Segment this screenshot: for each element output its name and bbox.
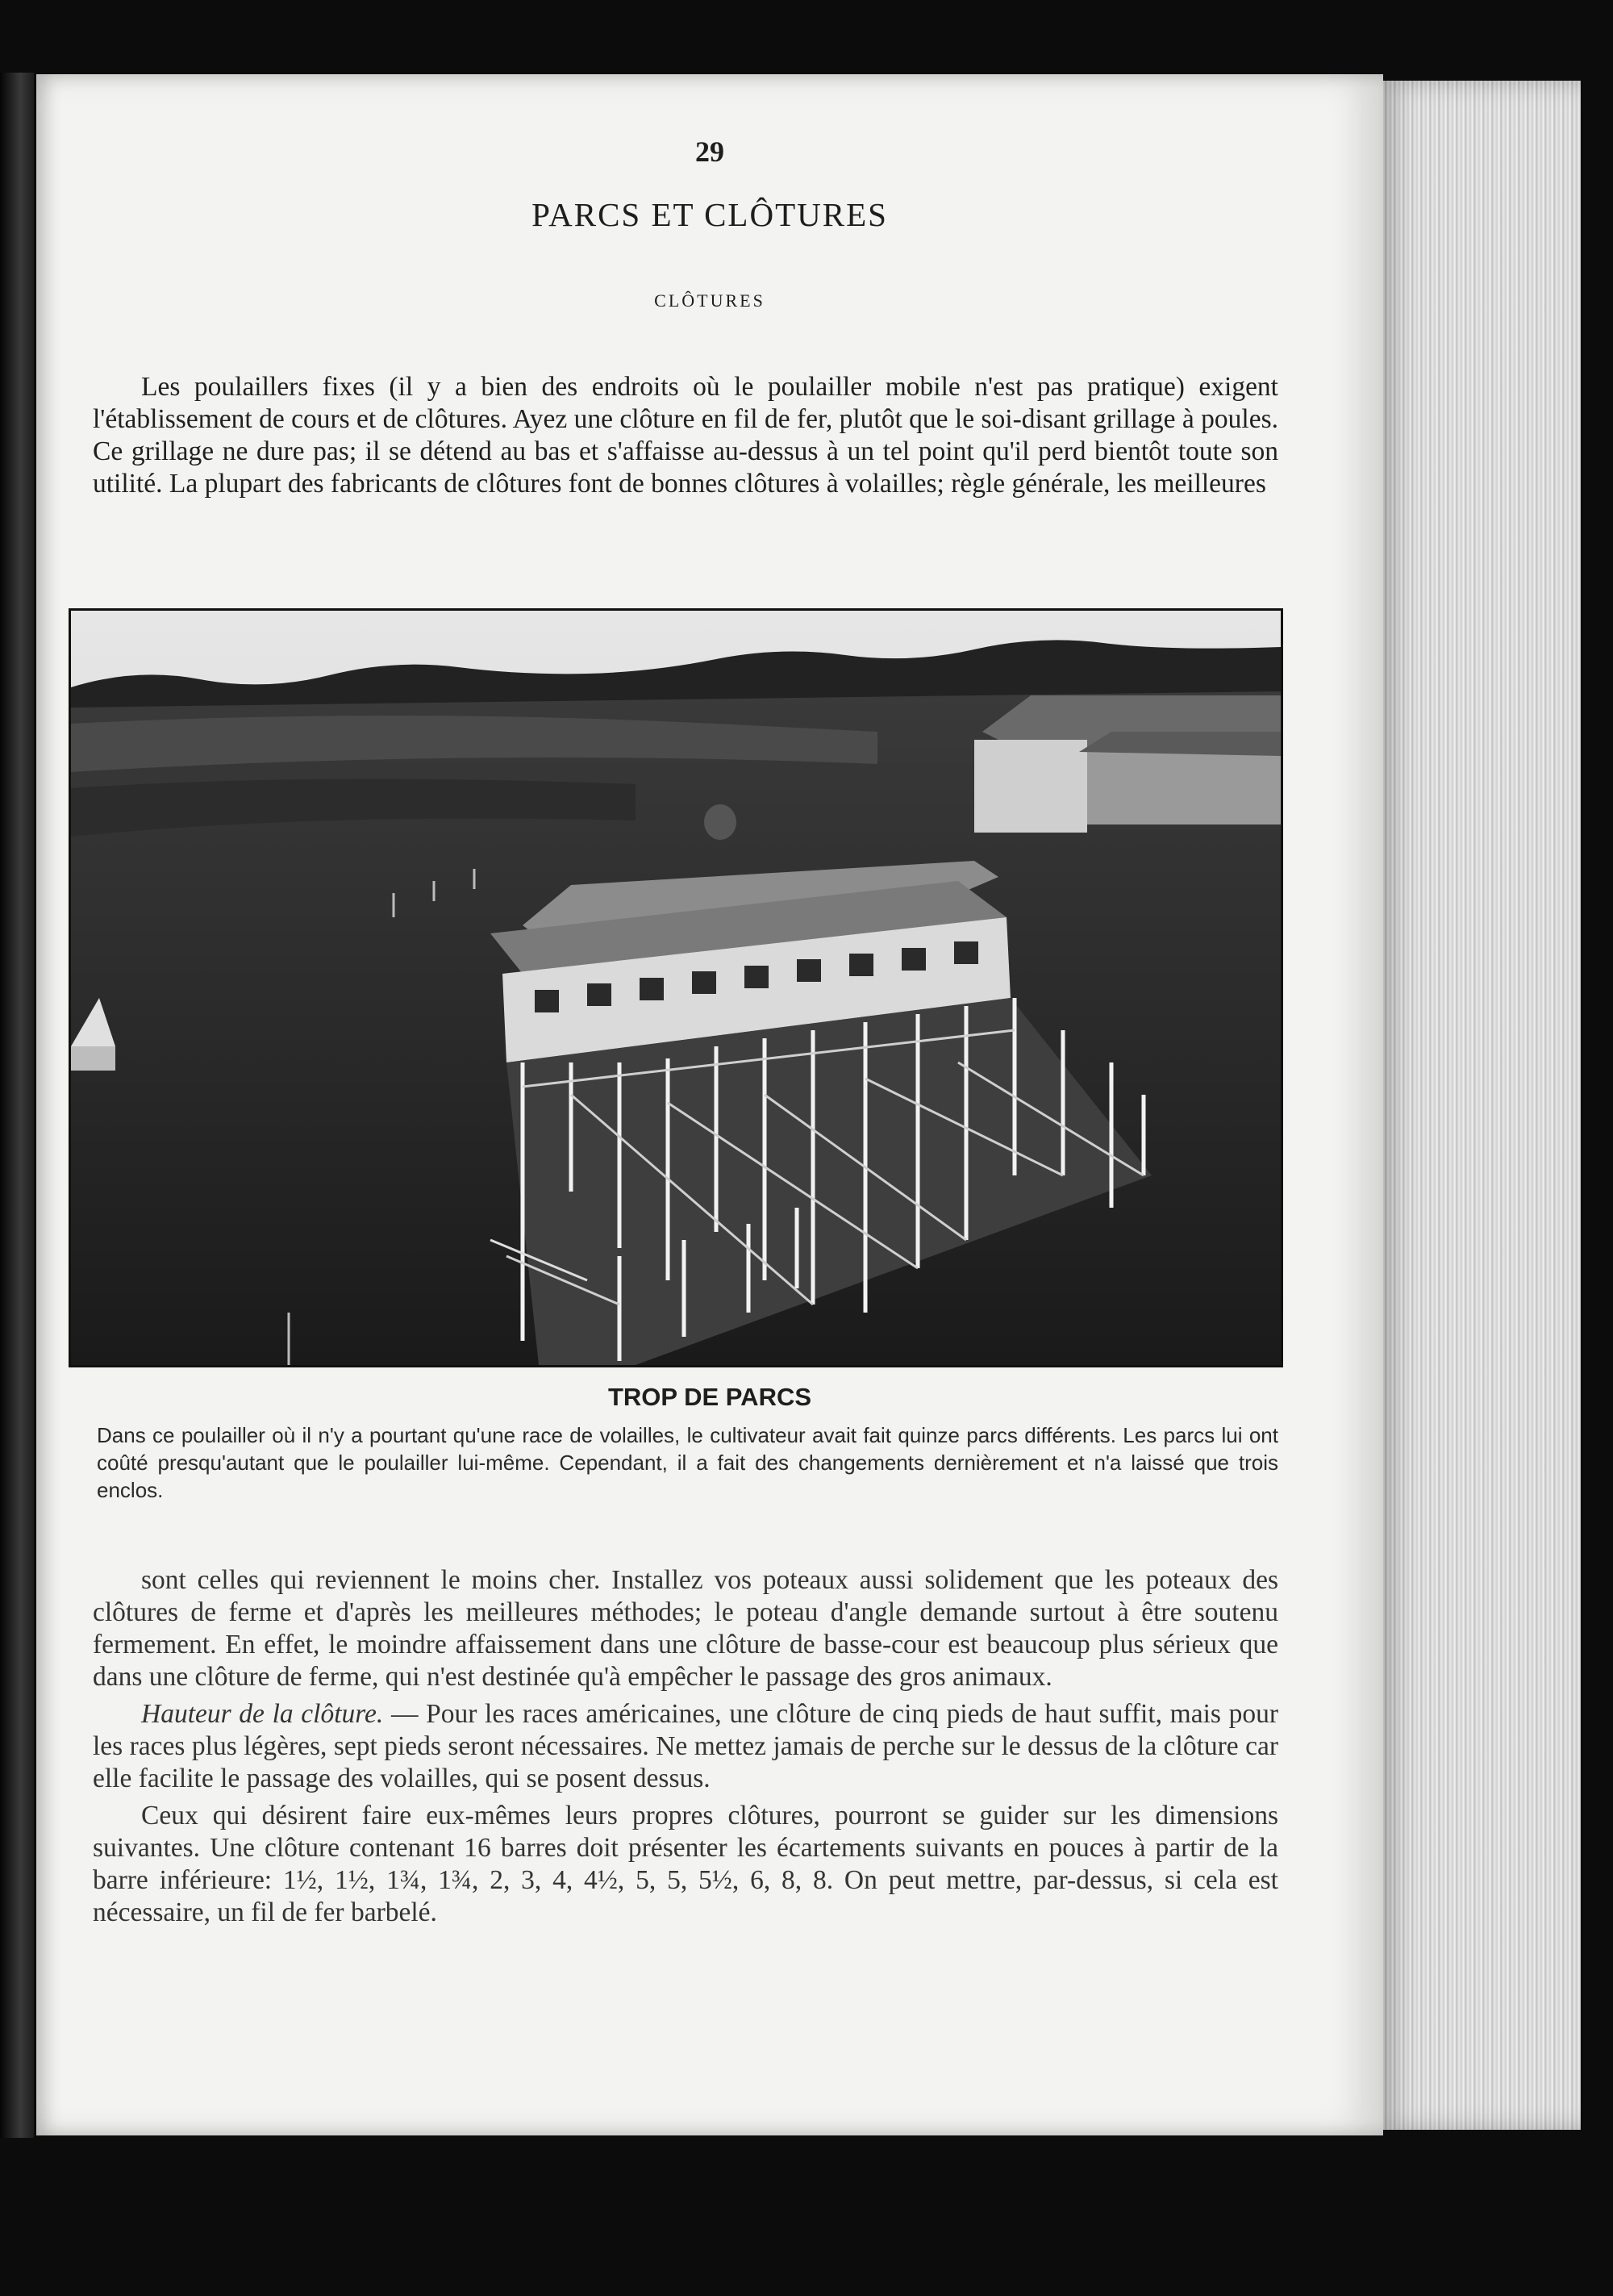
section-title: CLÔTURES — [654, 290, 765, 311]
book-binding-edge — [0, 73, 34, 2138]
paragraph-1: Les poulaillers fixes (il y a bien des endroits où le poulailler mobile n'est pas pratique) exigent l'établissement de cours et de clôtures. Ayez une clôture en fil de fer, plutôt que le soi-disant grillage à poules. Ce grillage ne dure pas; il se détend au bas et s'affaisse au-dessus à un tel point qu'il perd bientôt toute son utilité. La plupart des fabricants de clôtures font de bonnes clôtures à volailles; règle générale, les meilleures — [93, 372, 1278, 499]
page-number: 29 — [695, 136, 724, 168]
paragraph-3 — [93, 1698, 1278, 1795]
book-page — [36, 74, 1383, 2135]
paragraph-2: sont celles qui reviennent le moins cher. Installez vos poteaux aussi solidement que les poteaux des clôtures de ferme et d'après les meilleures méthodes; le poteau d'angle demande surtout à être soutenu fermement. En effet, le moindre affaissement dans une clôture de basse-cour est beaucoup plus sérieux que dans une clôture de ferme, qui n'est destinée qu'à empêcher le passage des gros animaux. — [93, 1565, 1278, 1692]
poultry-farm-photo — [71, 611, 1281, 1365]
book-page-edges — [1379, 81, 1581, 2130]
paragraph-3-heading: Hauteur de la clôture. — [141, 1699, 384, 1729]
chapter-title: PARCS ET CLÔTURES — [531, 196, 888, 233]
paragraph-4: Ceux qui désirent faire eux-mêmes leurs propres clôtures, pourront se guider sur les dimensions suivantes. Une clôture contenant 16 barres doit présenter les écartements suivants en pouces à partir de la barre inférieure: 1½, 1½, 1¾, 1¾, 2, 3, 4, 4½, 5, 5, 5½, 6, 8, 8. On peut mettre, par-dessus, si cela est nécessaire, un fil de fer barbelé. — [93, 1801, 1278, 1927]
paragraph-3-text: — Pour les races américaines, une clôture de cinq pieds de haut suffit, mais pour les races plus légères, sept pieds seront nécessaires. Ne mettez jamais de perche sur le dessus de la clôture car elle facilite le passage des volailles, qui se posent dessus. — [93, 1699, 1278, 1793]
figure-caption-title: TROP DE PARCS — [607, 1383, 812, 1411]
body-paragraphs-bottom — [93, 1564, 1278, 1934]
body-paragraph-top — [93, 371, 1278, 500]
figure-caption: Dans ce poulailler où il n'y a pourtant qu'une race de volailles, le cultivateur avait fait quinze parcs différents. Les parcs lui ont coûté presqu'autant que le poulailler lui-même. Cependant, il a fait des changements dernièrement et n'a laissé que trois enclos. — [97, 1423, 1278, 1502]
figure-photo — [69, 608, 1283, 1367]
